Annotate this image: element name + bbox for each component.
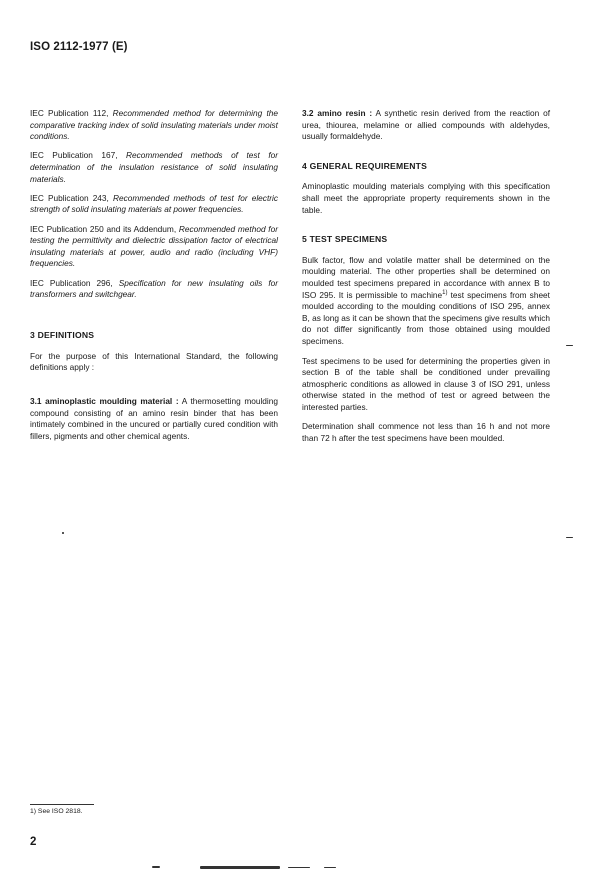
reference-title: Recommended methods of test for determination of the insulation resistance of solid insulating materials. (30, 150, 279, 184)
scan-edge-mark (288, 867, 310, 868)
section-5-paragraph-1 (302, 255, 550, 348)
scan-edge-mark (566, 345, 573, 346)
scan-edge-mark (152, 866, 160, 868)
reference-title: Recommended method for determining the comparative tracking index of solid insulating materials under moist conditions. (30, 108, 278, 142)
term-definition: A thermosetting moulding compound consisting of an amino resin binder that has been intimately combined in the uncured or partially cured condition with fillers, pigments and other chemical agents. (30, 396, 278, 441)
reference-lead: IEC Publication 243, (30, 192, 113, 203)
page-number: 2 (30, 836, 37, 848)
paragraph-text: Bulk factor, flow and volatile matter shall be determined on the moulding material. The other properties shall be determined on moulded test specimens prepared in accordance with annex B to ISO 295. It is permissible to machine (302, 254, 550, 300)
section-5-heading: 5 TEST SPECIMENS (302, 234, 388, 245)
term-name: amino resin : (317, 108, 373, 118)
footnote: 1) See ISO 2818. (30, 808, 83, 815)
reference-title: Specification for new insulating oils for transformers and switchgear. (30, 277, 278, 300)
reference-iec-112 (30, 108, 278, 143)
reference-iec-167 (30, 150, 278, 185)
term-definition: A synthetic resin derived from the reaction of urea, thiourea, melamine or allied compounds with aldehydes, usually formaldehyde. (302, 108, 551, 142)
document-header: ISO 2112-1977 (E) (30, 41, 128, 53)
footnote-marker: 1) (442, 289, 448, 296)
reference-title: Recommended method for testing the permittivity and dielectric dissipation factor of electrical insulating materials at power, audio and radio (including VHF) frequencies. (30, 223, 278, 269)
section-3-heading: 3 DEFINITIONS (30, 330, 95, 341)
term-name: aminoplastic moulding material : (45, 396, 179, 407)
section-4-heading: 4 GENERAL REQUIREMENTS (302, 160, 428, 171)
reference-lead: IEC Publication 296, (30, 277, 119, 288)
term-number: 3.1 (30, 396, 42, 407)
reference-lead: IEC Publication 112, (30, 108, 113, 118)
section-4-text: Aminoplastic moulding materials complying with this specification shall meet the appropriate property requirements shown in the table. (302, 181, 550, 215)
section-5-paragraph-2: Test specimens to be used for determining the properties given in section B of the table shall be conditioned under prevailing atmospheric conditions as allowed in clause 3 of ISO 291, unless otherwise stated in the method of test or agreed between the interested parties. (302, 355, 550, 412)
scan-speck (62, 532, 64, 534)
reference-title: Recommended methods of test for electric strength of solid insulating materials at power frequencies. (30, 192, 279, 215)
paragraph-text: test specimens from sheet moulded according to the moulding conditions of ISO 295, annex B, as long as it can be shown that the specimens give results which do not differ significantly from those obtained using moulded specimens. (302, 289, 550, 346)
definition-3-2 (302, 108, 550, 143)
reference-iec-243 (30, 193, 278, 216)
term-number: 3.2 (302, 108, 314, 118)
scan-edge-mark (200, 866, 280, 869)
definition-3-1 (30, 396, 278, 442)
right-column (302, 108, 550, 453)
reference-iec-296 (30, 278, 278, 301)
footnote-rule (30, 804, 94, 805)
reference-lead: IEC Publication 250 and its Addendum, (30, 223, 179, 234)
section-3-intro: For the purpose of this International Standard, the following definitions apply : (30, 350, 278, 373)
left-column (30, 108, 278, 450)
reference-lead: IEC Publication 167, (30, 150, 127, 161)
reference-iec-250 (30, 224, 278, 270)
scan-edge-mark (324, 867, 336, 868)
section-5-paragraph-3: Determination shall commence not less than 16 h and not more than 72 h after the test specimens have been moulded. (302, 421, 550, 444)
scan-edge-mark (566, 537, 573, 538)
